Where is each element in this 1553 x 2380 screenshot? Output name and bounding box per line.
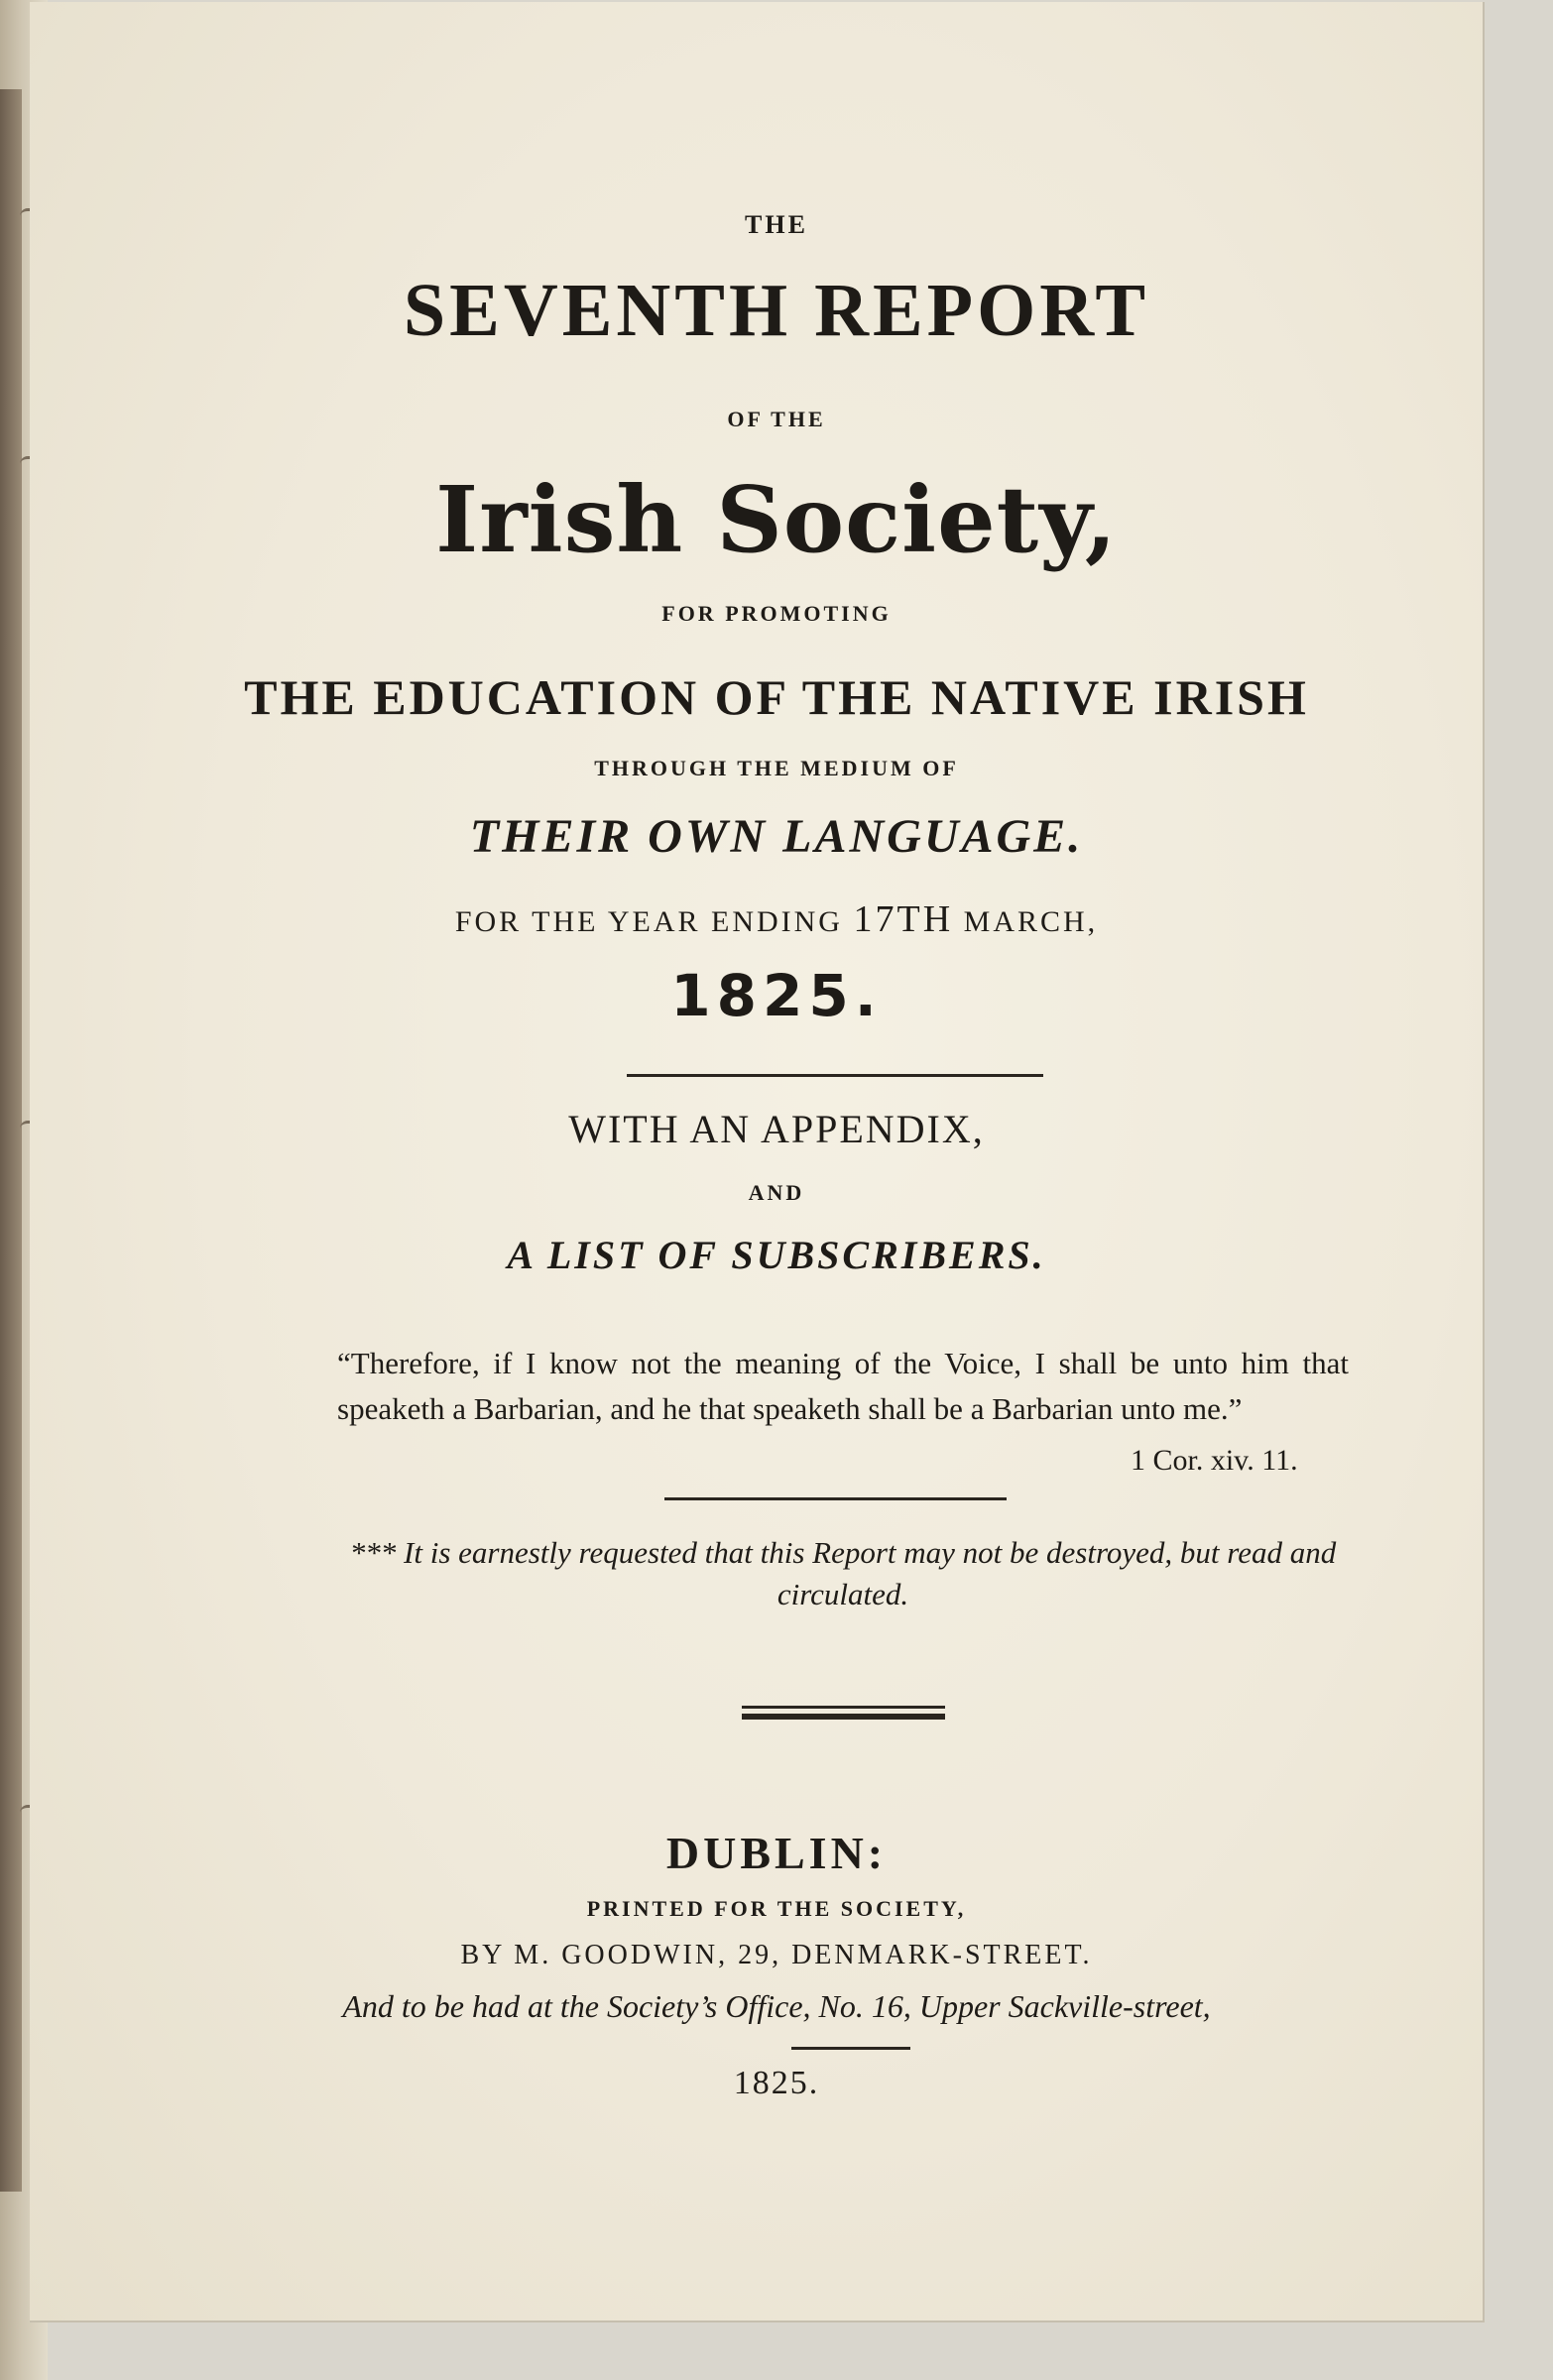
and-line: AND xyxy=(748,1180,805,1205)
main-title: SEVENTH REPORT xyxy=(403,269,1150,352)
divider-rule xyxy=(791,2047,910,2050)
for-promoting: FOR PROMOTING xyxy=(661,601,892,626)
divider-rule xyxy=(627,1074,1043,1077)
society-name: Irish Society, xyxy=(435,466,1118,573)
through-medium: THROUGH THE MEDIUM OF xyxy=(594,756,959,780)
year-ending-date: 17TH xyxy=(853,898,954,940)
divider-rule xyxy=(664,1497,1007,1500)
epigraph-quote: “Therefore, if I know not the meaning of the Voice, I shall be unto him that speaketh a Barbarian, and he that speaketh shall be a Barbarian unto me.” xyxy=(337,1346,1349,1426)
subscribers-line: A LIST OF SUBSCRIBERS. xyxy=(507,1233,1046,1277)
printed-for: PRINTED FOR THE SOCIETY, xyxy=(586,1896,967,1921)
double-rule-ornament xyxy=(742,1706,945,1720)
imprint-year: 1825. xyxy=(733,2065,820,2101)
purpose-line: THE EDUCATION OF THE NATIVE IRISH xyxy=(244,669,1309,725)
title-of-the: OF THE xyxy=(727,407,826,431)
show-through-from-reverse xyxy=(357,190,1369,1876)
title-the: THE xyxy=(745,210,808,239)
epigraph-citation: 1 Cor. xiv. 11. xyxy=(1131,1444,1298,1477)
printer-line: BY M. GOODWIN, 29, DENMARK-STREET. xyxy=(460,1940,1093,1970)
report-year: 1825. xyxy=(670,962,883,1029)
year-ending-line xyxy=(0,897,1553,941)
imprint-city: DUBLIN: xyxy=(665,1828,888,1878)
availability-line: And to be had at the Society’s Office, No. 16, Upper Sackville-street, xyxy=(342,1988,1211,2024)
request-note: *** It is earnestly requested that this Report may not be destroyed, but read and circulated. xyxy=(349,1535,1337,1611)
year-ending-suffix: MARCH, xyxy=(953,905,1099,938)
appendix-line: WITH AN APPENDIX, xyxy=(568,1107,985,1151)
language-line: THEIR OWN LANGUAGE. xyxy=(469,810,1084,863)
year-ending-prefix: FOR THE YEAR ENDING xyxy=(454,905,854,938)
